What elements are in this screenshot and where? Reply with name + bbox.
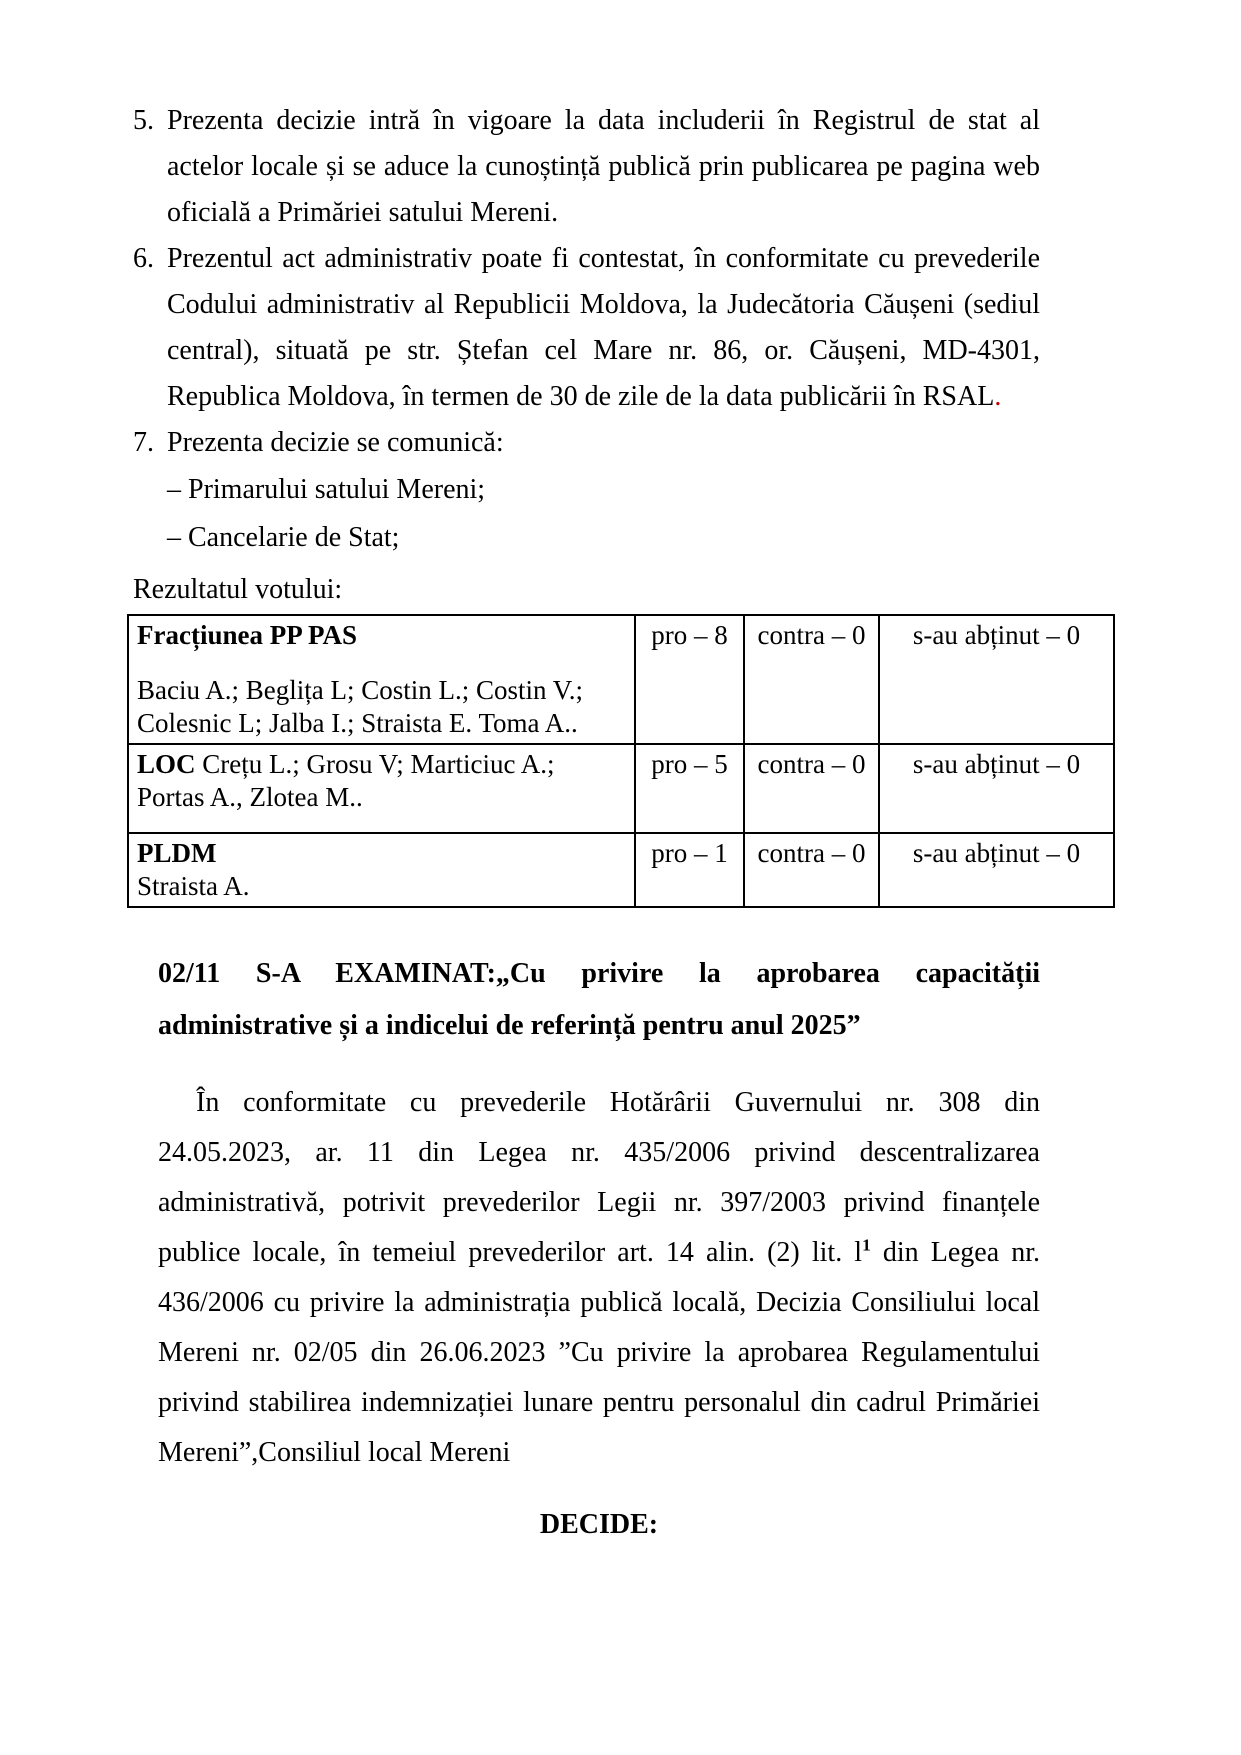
faction-cell-loc xyxy=(128,744,635,833)
vote-table xyxy=(127,614,1115,908)
item-5-number: 5. xyxy=(133,105,154,136)
vote-row-pldm xyxy=(128,833,1114,907)
abstained-cell-pldm: s-au abținut – 0 xyxy=(879,833,1114,907)
abstained-cell-pas: s-au abținut – 0 xyxy=(879,615,1114,744)
list-item-5 xyxy=(133,98,1040,236)
contra-cell-pas: contra – 0 xyxy=(744,615,879,744)
pro-cell-pldm: pro – 1 xyxy=(635,833,744,907)
item-7-text: Prezenta decizie se comunică: xyxy=(167,427,504,458)
item-6-number: 6. xyxy=(133,243,154,274)
contra-cell-loc: contra – 0 xyxy=(744,744,879,833)
item-6-body: Prezentul act administrativ poate fi contestat, în conformitate cu prevederile Codului administrativ al Republicii Moldova, la Judecătoria Căușeni (sediul central), situată pe str. Ștefan cel Mare nr. 86, or. Căușeni, MD-4301, Republica Moldova, în termen de 30 de zile de la data publicării în RSAL xyxy=(167,243,1040,412)
vote-row-pas xyxy=(128,615,1114,744)
item-5-text: Prezenta decizie intră în vigoare la data includerii în Registrul de stat al actelor locale și se aduce la cunoștință publică prin publicarea pe pagina web oficială a Primăriei satului Mereni. xyxy=(167,105,1040,228)
decide-label: DECIDE: xyxy=(539,1509,659,1540)
faction-cell-pldm xyxy=(128,833,635,907)
item-7-number: 7. xyxy=(133,427,154,458)
faction-cell-pas xyxy=(128,615,635,744)
pro-cell-loc: pro – 5 xyxy=(635,744,744,833)
superscript-1: 1 xyxy=(862,1235,871,1255)
list-item-7 xyxy=(133,420,1040,466)
list-item-6 xyxy=(133,236,1040,420)
preamble-paragraph xyxy=(158,1078,1040,1478)
faction-name-pas: Fracțiunea PP PAS xyxy=(137,620,357,650)
faction-name-pldm: PLDM xyxy=(137,838,217,868)
contra-cell-pldm: contra – 0 xyxy=(744,833,879,907)
pro-cell-pas: pro – 8 xyxy=(635,615,744,744)
preamble-part2: din Legea nr. 436/2006 cu privire la administrația publică locală, Decizia Consiliului local Mereni nr. 02/05 din 26.06.2023 ”Cu privire la aprobarea Regulamentului privind stabilirea indemnizației lunare pentru personalul din cadrul Primăriei Mereni”,Consiliul local Mereni xyxy=(158,1237,1040,1468)
vote-row-loc xyxy=(128,744,1114,833)
abstained-cell-loc: s-au abținut – 0 xyxy=(879,744,1114,833)
recipients-list xyxy=(167,466,1241,562)
faction-members-pldm: Straista A. xyxy=(137,871,250,901)
numbered-list xyxy=(133,98,1040,466)
faction-name-loc: LOC xyxy=(137,749,196,779)
item-6-text xyxy=(167,243,1040,412)
recipient-cancelarie: – Cancelarie de Stat; xyxy=(167,522,400,553)
faction-members-loc: Crețu L.; Grosu V; Marticiuc A.; Portas A., Zlotea M.. xyxy=(137,749,555,812)
vote-result-label: Rezultatul votului: xyxy=(133,574,343,605)
examined-heading: 02/11 S-A EXAMINAT:„Cu privire la aprobarea capacității administrative și a indicelui de referință pentru anul 2025” xyxy=(158,958,1040,1041)
cell-gap xyxy=(137,652,626,674)
item-6-red-period: . xyxy=(994,381,1002,412)
preamble-part1: În conformitate cu prevederile Hotărârii Guvernului nr. 308 din 24.05.2023, ar. 11 din Legea nr. 435/2006 privind descentralizarea administrativă, potrivit prevederilor Legii nr. 397/2003 privind finanțele publice locale, în temeiul prevederilor art. 14 alin. (2) lit. l xyxy=(158,1087,1040,1268)
faction-members-pas: Baciu A.; Beglița L; Costin L.; Costin V.; Colesnic L; Jalba I.; Straista E. Toma A.. xyxy=(137,675,584,738)
recipient-primar: – Primarului satului Mereni; xyxy=(167,474,486,505)
